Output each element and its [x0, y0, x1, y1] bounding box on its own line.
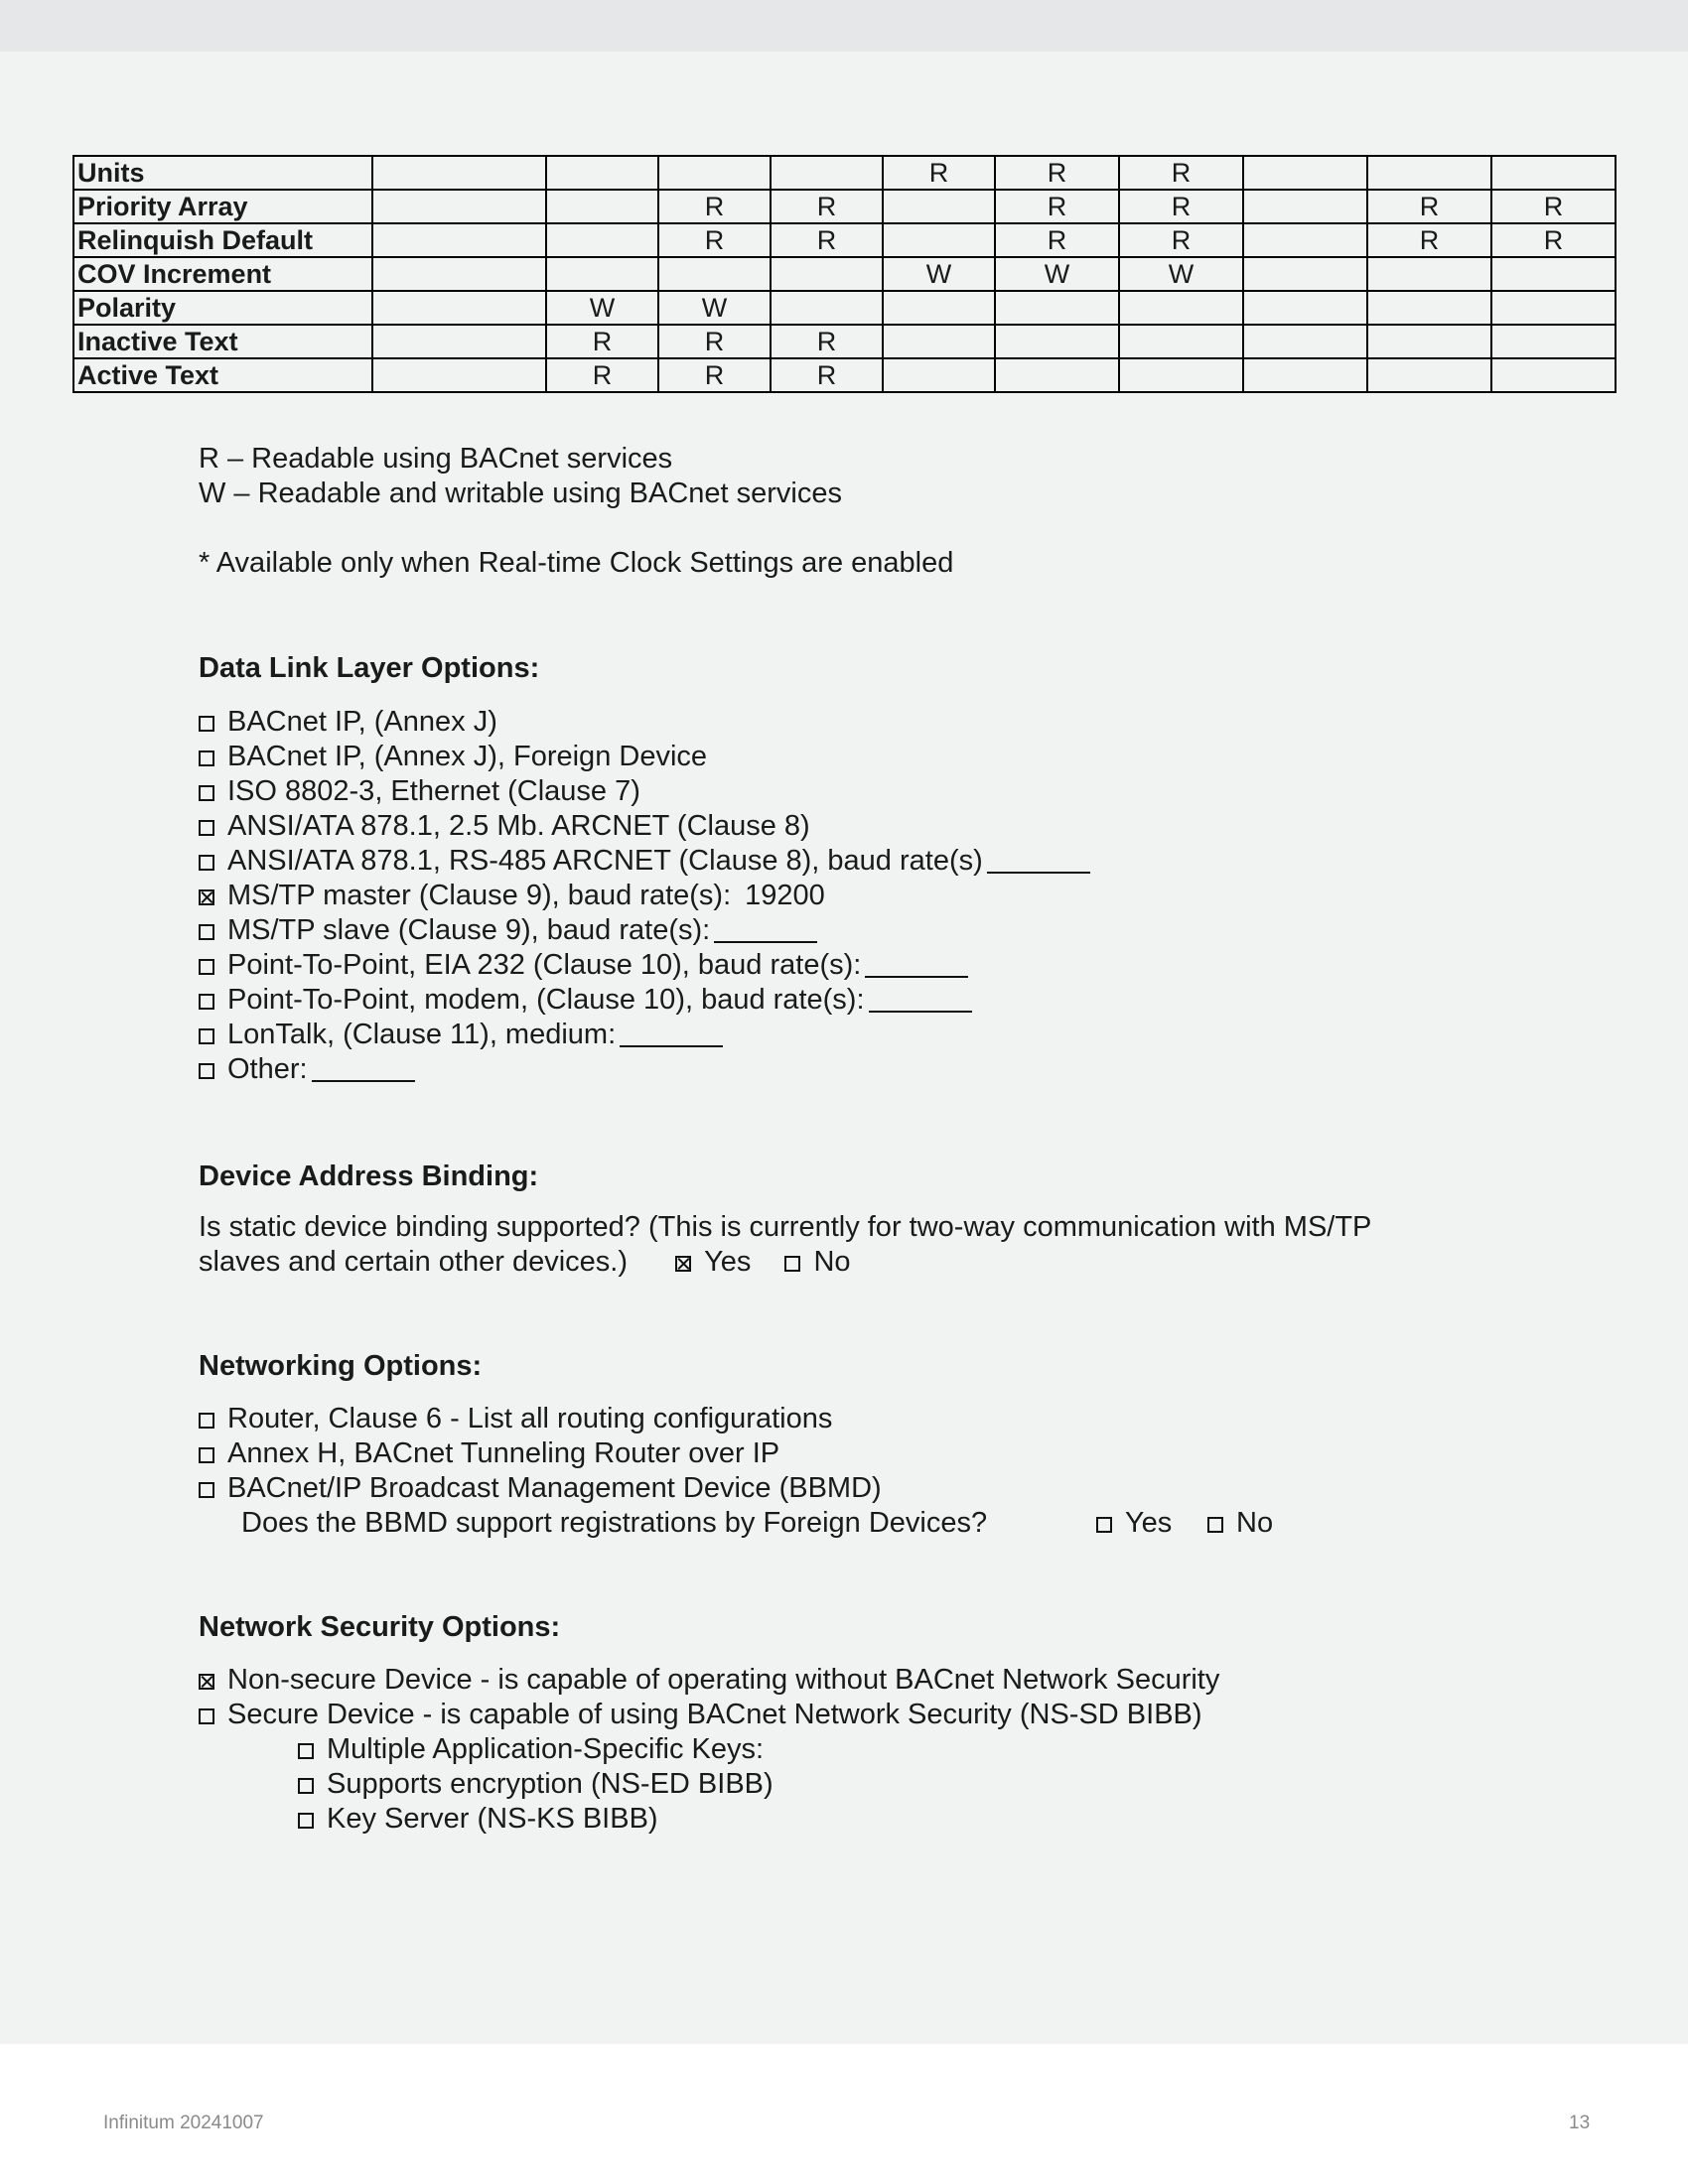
table-cell: R — [1491, 223, 1616, 257]
table-cell — [372, 223, 546, 257]
table-cell — [372, 291, 546, 325]
table-cell — [658, 156, 771, 190]
table-cell — [883, 325, 995, 358]
table-cell — [546, 257, 658, 291]
checkbox-icon[interactable] — [199, 820, 214, 836]
table-row — [73, 190, 1616, 223]
data-link-option-label: ISO 8802-3, Ethernet (Clause 7) — [227, 775, 640, 807]
data-link-option[interactable] — [199, 948, 1090, 983]
table-cell — [771, 291, 883, 325]
table-cell — [1367, 291, 1491, 325]
data-link-option[interactable] — [199, 913, 1090, 948]
checkbox-icon[interactable] — [199, 751, 214, 766]
data-link-option-label: LonTalk, (Clause 11), medium: — [227, 1019, 617, 1050]
row-label: Units — [73, 156, 372, 190]
table-cell — [372, 257, 546, 291]
device-binding-question-line2 — [199, 1245, 1371, 1280]
table-cell — [372, 325, 546, 358]
table-row — [73, 257, 1616, 291]
table-cell: R — [1119, 223, 1243, 257]
table-cell — [995, 291, 1119, 325]
bbmd-no-option[interactable] — [1207, 1506, 1273, 1541]
checkbox-icon[interactable] — [199, 1028, 214, 1044]
table-cell — [995, 358, 1119, 392]
table-cell — [1243, 358, 1367, 392]
data-link-option[interactable] — [199, 774, 1090, 809]
table-cell — [883, 223, 995, 257]
checkbox-checked-icon[interactable] — [199, 889, 214, 905]
table-cell: W — [883, 257, 995, 291]
data-link-option[interactable] — [199, 1018, 1090, 1052]
table-cell: R — [658, 325, 771, 358]
legend — [199, 442, 953, 581]
table-cell — [546, 223, 658, 257]
table-cell — [883, 291, 995, 325]
table-cell: R — [995, 156, 1119, 190]
table-cell: R — [995, 190, 1119, 223]
bbmd-question: Does the BBMD support registrations by Foreign Devices? — [241, 1507, 988, 1539]
table-cell — [771, 156, 883, 190]
fill-in-blank — [620, 1020, 723, 1047]
row-label: COV Increment — [73, 257, 372, 291]
table-cell — [1243, 257, 1367, 291]
row-label: Priority Array — [73, 190, 372, 223]
data-link-option-label: ANSI/ATA 878.1, 2.5 Mb. ARCNET (Clause 8) — [227, 810, 810, 842]
binding-no-option[interactable] — [784, 1246, 850, 1278]
table-row — [73, 325, 1616, 358]
top-bar — [0, 0, 1688, 52]
table-cell — [1491, 156, 1616, 190]
table-cell: W — [658, 291, 771, 325]
networking-option-label: Annex H, BACnet Tunneling Router over IP — [227, 1437, 780, 1469]
table-cell — [1491, 291, 1616, 325]
table-row — [73, 156, 1616, 190]
table-cell: R — [1367, 190, 1491, 223]
data-link-option[interactable] — [199, 1052, 1090, 1087]
table-cell — [372, 190, 546, 223]
checkbox-icon[interactable] — [784, 1256, 800, 1272]
networking-option[interactable] — [199, 1436, 987, 1471]
data-link-option-label: MS/TP slave (Clause 9), baud rate(s): — [227, 914, 711, 946]
data-link-option-label: Point-To-Point, EIA 232 (Clause 10), baud rate(s): — [227, 949, 862, 981]
object-properties-table — [72, 155, 1617, 393]
table-row — [73, 358, 1616, 392]
data-link-heading: Data Link Layer Options: — [199, 652, 540, 684]
legend-note: * Available only when Real-time Clock Settings are enabled — [199, 547, 954, 579]
table-cell — [1367, 156, 1491, 190]
checkbox-icon[interactable] — [298, 1743, 314, 1759]
data-link-option-label: Point-To-Point, modem, (Clause 10), baud rate(s): — [227, 984, 865, 1016]
table-cell: R — [883, 156, 995, 190]
table-cell — [883, 358, 995, 392]
table-cell — [1491, 358, 1616, 392]
security-option-label: Secure Device - is capable of using BACnet Network Security (NS-SD BIBB) — [227, 1699, 1202, 1730]
table-cell: W — [995, 257, 1119, 291]
security-option-label: Non-secure Device - is capable of operating without BACnet Network Security — [227, 1664, 1220, 1696]
security-sub-option[interactable] — [199, 1767, 1219, 1802]
table-cell — [1243, 325, 1367, 358]
checkbox-icon[interactable] — [199, 785, 214, 801]
bbmd-yes-option[interactable] — [1096, 1506, 1172, 1541]
data-link-option[interactable] — [199, 740, 1090, 774]
checkbox-icon[interactable] — [1096, 1517, 1112, 1533]
table-cell — [1367, 257, 1491, 291]
security-option[interactable] — [199, 1698, 1219, 1732]
security-sub-option[interactable] — [199, 1732, 1219, 1767]
table-cell — [1367, 358, 1491, 392]
table-cell: R — [546, 325, 658, 358]
data-link-option[interactable] — [199, 809, 1090, 844]
fill-in-blank — [869, 985, 972, 1013]
data-link-options — [199, 705, 1090, 1087]
bbmd-no-label: No — [1236, 1507, 1274, 1539]
checkbox-checked-icon[interactable] — [199, 1674, 214, 1690]
table-cell — [771, 257, 883, 291]
row-label: Active Text — [73, 358, 372, 392]
networking-option[interactable] — [199, 1402, 987, 1436]
checkbox-icon[interactable] — [1207, 1517, 1223, 1533]
security-sub-option-label: Key Server (NS-KS BIBB) — [327, 1803, 658, 1835]
fill-in-blank — [714, 915, 817, 943]
checkbox-icon[interactable] — [199, 1413, 214, 1429]
checkbox-icon[interactable] — [199, 1063, 214, 1079]
table-cell: R — [771, 358, 883, 392]
table-cell: R — [771, 325, 883, 358]
data-link-option[interactable] — [199, 705, 1090, 740]
device-binding-question — [199, 1210, 1371, 1280]
bbmd-question-line — [199, 1506, 1274, 1541]
networking-option-label: Router, Clause 6 - List all routing configurations — [227, 1403, 833, 1434]
fill-in-blank — [865, 950, 968, 978]
checkbox-icon[interactable] — [199, 1708, 214, 1724]
checkbox-icon[interactable] — [199, 1447, 214, 1463]
device-binding-question-line2-text: slaves and certain other devices.) — [199, 1246, 628, 1278]
table-cell: R — [1119, 156, 1243, 190]
table-cell — [546, 190, 658, 223]
table-cell — [1491, 257, 1616, 291]
table-cell: R — [658, 358, 771, 392]
table-cell — [1119, 358, 1243, 392]
data-link-option[interactable] — [199, 879, 1090, 913]
table-cell: R — [1491, 190, 1616, 223]
device-binding-heading: Device Address Binding: — [199, 1160, 539, 1192]
data-link-option[interactable] — [199, 844, 1090, 879]
row-label: Polarity — [73, 291, 372, 325]
binding-yes-label: Yes — [704, 1246, 752, 1278]
security-options — [199, 1663, 1219, 1837]
table-cell — [1119, 291, 1243, 325]
checkbox-icon[interactable] — [199, 994, 214, 1010]
table-cell — [883, 190, 995, 223]
checkbox-icon[interactable] — [199, 924, 214, 940]
table-cell — [1243, 223, 1367, 257]
binding-yes-option[interactable] — [675, 1246, 751, 1278]
security-heading: Network Security Options: — [199, 1611, 561, 1643]
security-sub-option-label: Multiple Application-Specific Keys: — [327, 1733, 765, 1765]
row-label: Inactive Text — [73, 325, 372, 358]
data-link-option-label: Other: — [227, 1053, 308, 1085]
table-cell — [658, 257, 771, 291]
table-cell: R — [658, 190, 771, 223]
table-cell — [546, 156, 658, 190]
checkbox-icon[interactable] — [298, 1813, 314, 1829]
table-cell — [1243, 190, 1367, 223]
binding-no-label: No — [813, 1246, 851, 1278]
table-row — [73, 291, 1616, 325]
data-link-option-label: BACnet IP, (Annex J) — [227, 706, 497, 738]
table-cell: W — [1119, 257, 1243, 291]
data-link-option-label: BACnet IP, (Annex J), Foreign Device — [227, 741, 708, 772]
footer-doc-id: Infinitum 20241007 — [103, 2113, 264, 2133]
networking-option[interactable] — [199, 1471, 987, 1506]
legend-writable: W – Readable and writable using BACnet services — [199, 478, 842, 509]
table-cell — [1491, 325, 1616, 358]
table-cell: R — [658, 223, 771, 257]
table-cell: R — [771, 223, 883, 257]
table-cell: R — [1119, 190, 1243, 223]
table-cell: W — [546, 291, 658, 325]
table-cell — [1367, 325, 1491, 358]
checkbox-icon[interactable] — [199, 1482, 214, 1498]
table-cell — [1243, 291, 1367, 325]
fill-in-blank — [312, 1054, 415, 1082]
table-cell: R — [995, 223, 1119, 257]
data-link-option[interactable] — [199, 983, 1090, 1018]
networking-option-label: BACnet/IP Broadcast Management Device (BBMD) — [227, 1472, 882, 1504]
page-number: 13 — [1569, 2113, 1591, 2133]
table-cell — [1243, 156, 1367, 190]
data-link-option-label: MS/TP master (Clause 9), baud rate(s): — [227, 880, 732, 911]
checkbox-icon[interactable] — [199, 959, 214, 975]
table-cell — [372, 358, 546, 392]
networking-heading: Networking Options: — [199, 1350, 483, 1382]
fill-in-blank — [987, 846, 1090, 874]
row-label: Relinquish Default — [73, 223, 372, 257]
table-cell: R — [1367, 223, 1491, 257]
data-link-option-label: ANSI/ATA 878.1, RS-485 ARCNET (Clause 8), baud rate(s) — [227, 845, 983, 877]
table-row — [73, 223, 1616, 257]
device-binding-question-line1: Is static device binding supported? (This is currently for two-way communication with MS/TP — [199, 1211, 1372, 1243]
checkbox-icon[interactable] — [199, 855, 214, 871]
checkbox-icon[interactable] — [298, 1778, 314, 1794]
checkbox-icon[interactable] — [199, 716, 214, 732]
table-cell — [372, 156, 546, 190]
security-sub-option[interactable] — [199, 1802, 1219, 1837]
table-cell: R — [546, 358, 658, 392]
security-sub-option-label: Supports encryption (NS-ED BIBB) — [327, 1768, 774, 1800]
security-option[interactable] — [199, 1663, 1219, 1698]
networking-options — [199, 1402, 1274, 1541]
legend-readable: R – Readable using BACnet services — [199, 443, 673, 475]
table-cell — [1119, 325, 1243, 358]
checkbox-checked-icon[interactable] — [675, 1256, 691, 1272]
bbmd-yes-label: Yes — [1125, 1507, 1173, 1539]
table-cell: R — [771, 190, 883, 223]
baud-rate-value: 19200 — [745, 880, 825, 911]
table-cell — [995, 325, 1119, 358]
